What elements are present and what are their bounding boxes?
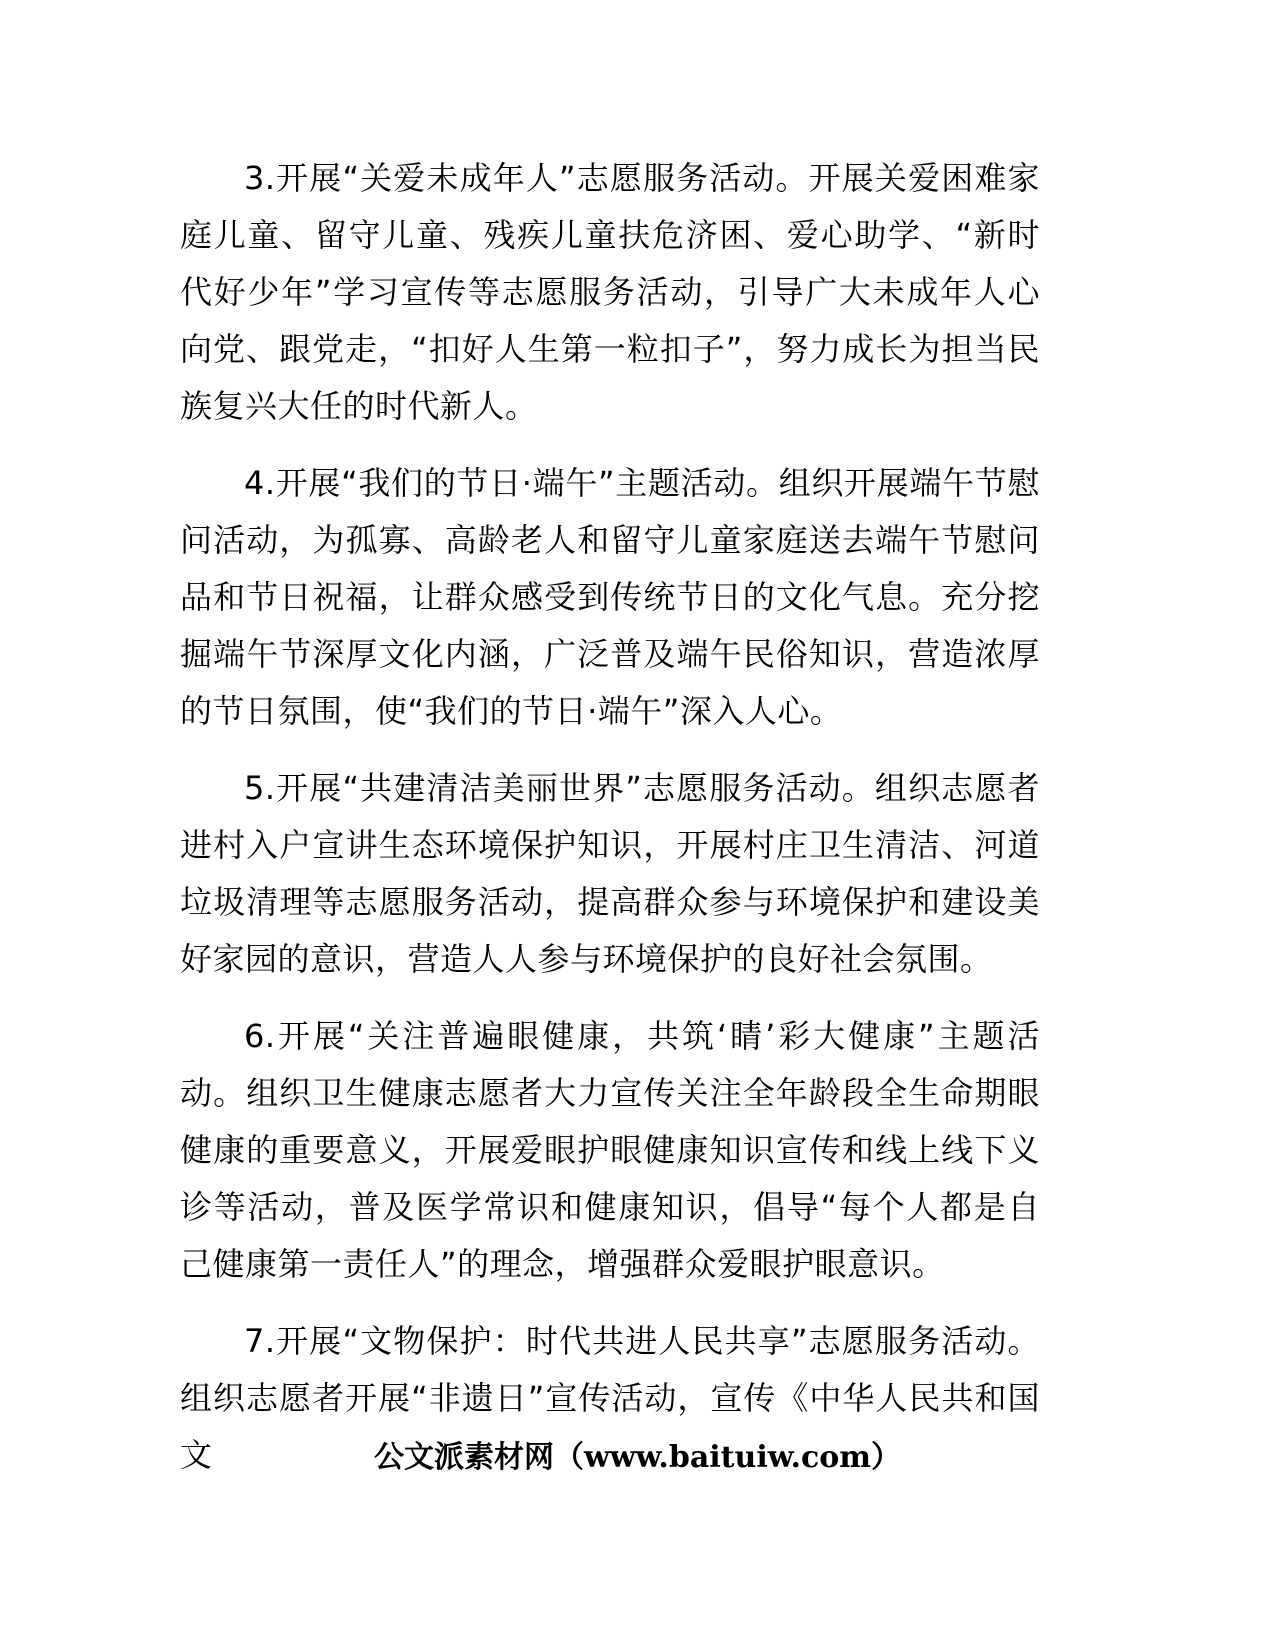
paragraph-6: 6.开展“关注普遍眼健康，共筑‘睛’彩大健康”主题活动。组织卫生健康志愿者大力宣传关注全年龄段全生命期眼健康的重要意义，开展爱眼护眼健康知识宣传和线上线下义诊等活动，普及医学常识和健康知识，倡导“每个人都是自己健康第一责任人”的理念，增强群众爱眼护眼意识。 [180, 1017, 1040, 1283]
document-body [180, 150, 1040, 1504]
paragraph-3: 3.开展“关爱未成年人”志愿服务活动。开展关爱困难家庭儿童、留守儿童、残疾儿童扶危济困、爱心助学、“新时代好少年”学习宣传等志愿服务活动，引导广大未成年人心向党、跟党走，“扣好人生第一粒扣子”，努力成长为担当民族复兴大任的时代新人。 [180, 159, 1040, 425]
paragraph-7: 7.开展“文物保护：时代共进人民共享”志愿服务活动。组织志愿者开展“非遗日”宣传活动，宣传《中华人民共和国文 [180, 1322, 1040, 1474]
paragraph-5: 5.开展“共建清洁美丽世界”志愿服务活动。组织志愿者进村入户宣讲生态环境保护知识，开展村庄卫生清洁、河道垃圾清理等志愿服务活动，提高群众参与环境保护和建设美好家园的意识，营造人人参与环境保护的良好社会氛围。 [180, 769, 1040, 978]
page-footer: 公文派素材网（www.baituiw.com） [373, 1440, 902, 1475]
paragraph-4: 4.开展“我们的节日·端午”主题活动。组织开展端午节慰问活动，为孤寡、高龄老人和留守儿童家庭送去端午节慰问品和节日祝福，让群众感受到传统节日的文化气息。充分挖掘端午节深厚文化内涵，广泛普及端午民俗知识，营造浓厚的节日氛围，使“我们的节日·端午”深入人心。 [180, 464, 1040, 730]
